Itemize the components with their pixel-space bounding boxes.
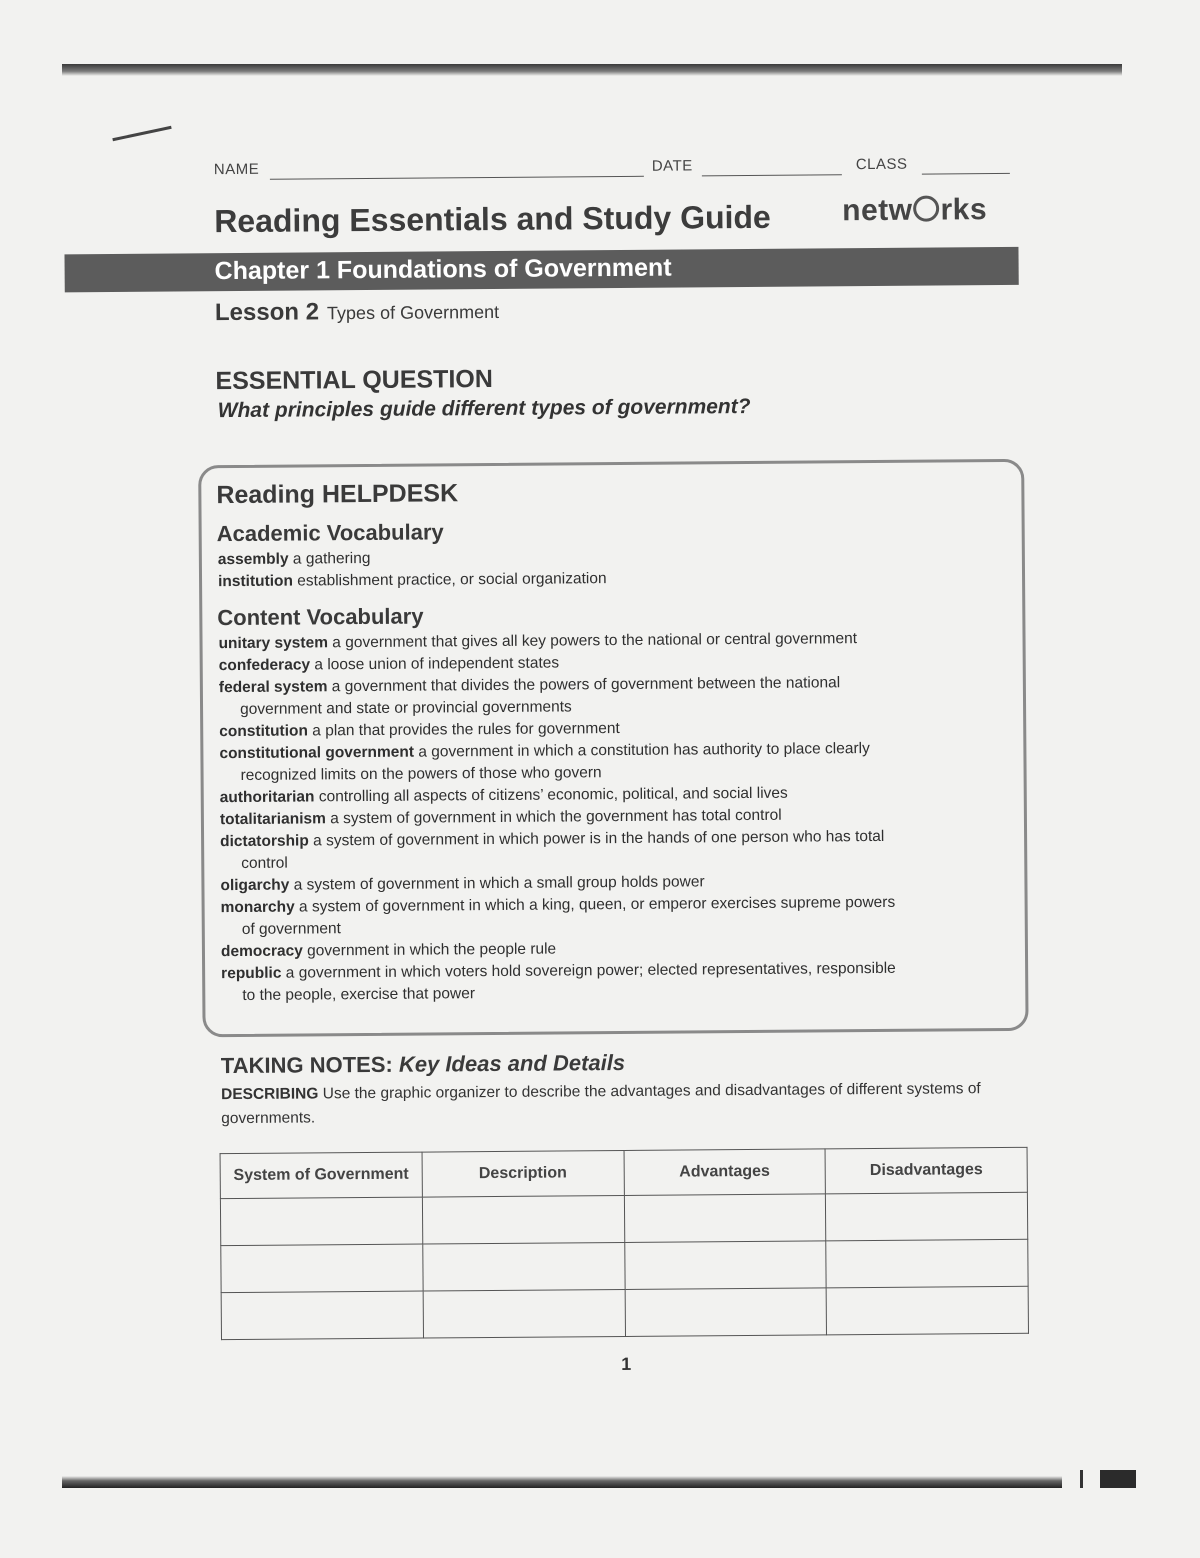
taking-notes-heading: [221, 1050, 625, 1079]
content-vocabulary-list: [218, 627, 1011, 1007]
table-cell[interactable]: [423, 1242, 625, 1291]
academic-vocabulary-heading: Academic Vocabulary: [216, 519, 444, 547]
taking-notes-instructions: [221, 1077, 1011, 1131]
table-header-row: [220, 1147, 1027, 1198]
table-cell[interactable]: [826, 1286, 1028, 1335]
content-vocabulary-heading: Content Vocabulary: [217, 603, 424, 631]
globe-icon: [913, 195, 939, 221]
helpdesk-title: Reading HELPDESK: [216, 479, 459, 510]
table-cell[interactable]: [221, 1291, 423, 1340]
vocab-entry: constitutional government a government in which a constitution has authority to place clearly recognized limits on the powers of those who govern: [219, 740, 870, 784]
page-bottom-edge: [62, 1476, 1062, 1488]
vocab-entry: dictatorship a system of government in which power is in the hands of one person who has total control: [220, 827, 885, 872]
vocab-entry: assembly a gathering: [217, 549, 371, 569]
column-header: Advantages: [624, 1149, 826, 1196]
class-field[interactable]: [922, 173, 1010, 175]
table-row: [220, 1192, 1027, 1245]
taking-notes-topic: Key Ideas and Details: [398, 1049, 626, 1077]
student-info-row: [214, 147, 1014, 183]
vocab-entry: democracy government in which the people rule: [220, 940, 557, 961]
vocab-entry: republic a government in which voters hold sovereign power; elected representatives, responsible to the people, exercise that power: [221, 959, 896, 1004]
column-header: Description: [422, 1150, 624, 1197]
networks-logo: [842, 193, 987, 228]
name-label: NAME: [213, 160, 260, 179]
table-cell[interactable]: [625, 1288, 827, 1337]
table-cell[interactable]: [826, 1192, 1028, 1241]
lesson-number: Lesson 2: [214, 298, 320, 327]
table-cell[interactable]: [220, 1197, 422, 1246]
vocab-entry: unitary system a government that gives all key powers to the national or central government: [218, 630, 858, 653]
scan-mark: [1100, 1470, 1136, 1488]
page-title: Reading Essentials and Study Guide: [214, 198, 771, 240]
instruction-text: Use the graphic organizer to describe the advantages and disadvantages of different systems of governments.: [221, 1080, 981, 1128]
vocab-entry: monarchy a system of government in which a king, queen, or emperor exercises supreme powers of government: [220, 893, 896, 938]
page-number: 1: [621, 1353, 632, 1375]
vocab-entry: federal system a government that divides the powers of government between the national government and state or provincial governments: [218, 674, 841, 718]
table-cell[interactable]: [624, 1194, 826, 1243]
table-row: [221, 1286, 1028, 1339]
logo-text-end: rks: [940, 193, 988, 227]
vocab-entry: totalitarianism a system of government in which the government has total control: [219, 806, 782, 829]
vocab-entry: confederacy a loose union of independent states: [218, 654, 560, 675]
instruction-label: DESCRIBING: [221, 1085, 319, 1104]
table-cell[interactable]: [423, 1289, 625, 1338]
table-cell[interactable]: [826, 1239, 1028, 1288]
table-row: [221, 1239, 1028, 1292]
column-header: System of Government: [220, 1152, 422, 1199]
class-label: CLASS: [855, 155, 908, 174]
lesson-heading: [215, 297, 499, 327]
taking-notes-label: TAKING NOTES:: [220, 1051, 393, 1079]
lesson-title: Types of Government: [326, 301, 500, 324]
table-cell[interactable]: [624, 1241, 826, 1290]
logo-text-start: netw: [842, 193, 913, 228]
vocab-entry: authoritarian controlling all aspects of citizens’ economic, political, and social lives: [219, 784, 788, 807]
vocab-entry: constitution a plan that provides the rules for government: [219, 720, 620, 741]
vocab-entry: oligarchy a system of government in which a small group holds power: [220, 873, 705, 895]
graphic-organizer-table: [220, 1147, 1029, 1340]
essential-question-text: What principles guide different types of government?: [217, 394, 751, 423]
column-header: Disadvantages: [825, 1147, 1027, 1194]
essential-question-heading: ESSENTIAL QUESTION: [215, 364, 493, 396]
table-cell[interactable]: [221, 1244, 423, 1293]
date-label: DATE: [651, 157, 693, 175]
chapter-title: Chapter 1 Foundations of Government: [214, 253, 672, 286]
academic-vocabulary-list: [218, 543, 1008, 593]
scan-mark: [1080, 1470, 1083, 1488]
date-field[interactable]: [702, 174, 842, 176]
table-cell[interactable]: [422, 1195, 624, 1244]
vocab-entry: institution establishment practice, or social organization: [217, 570, 607, 591]
name-field[interactable]: [270, 176, 644, 180]
